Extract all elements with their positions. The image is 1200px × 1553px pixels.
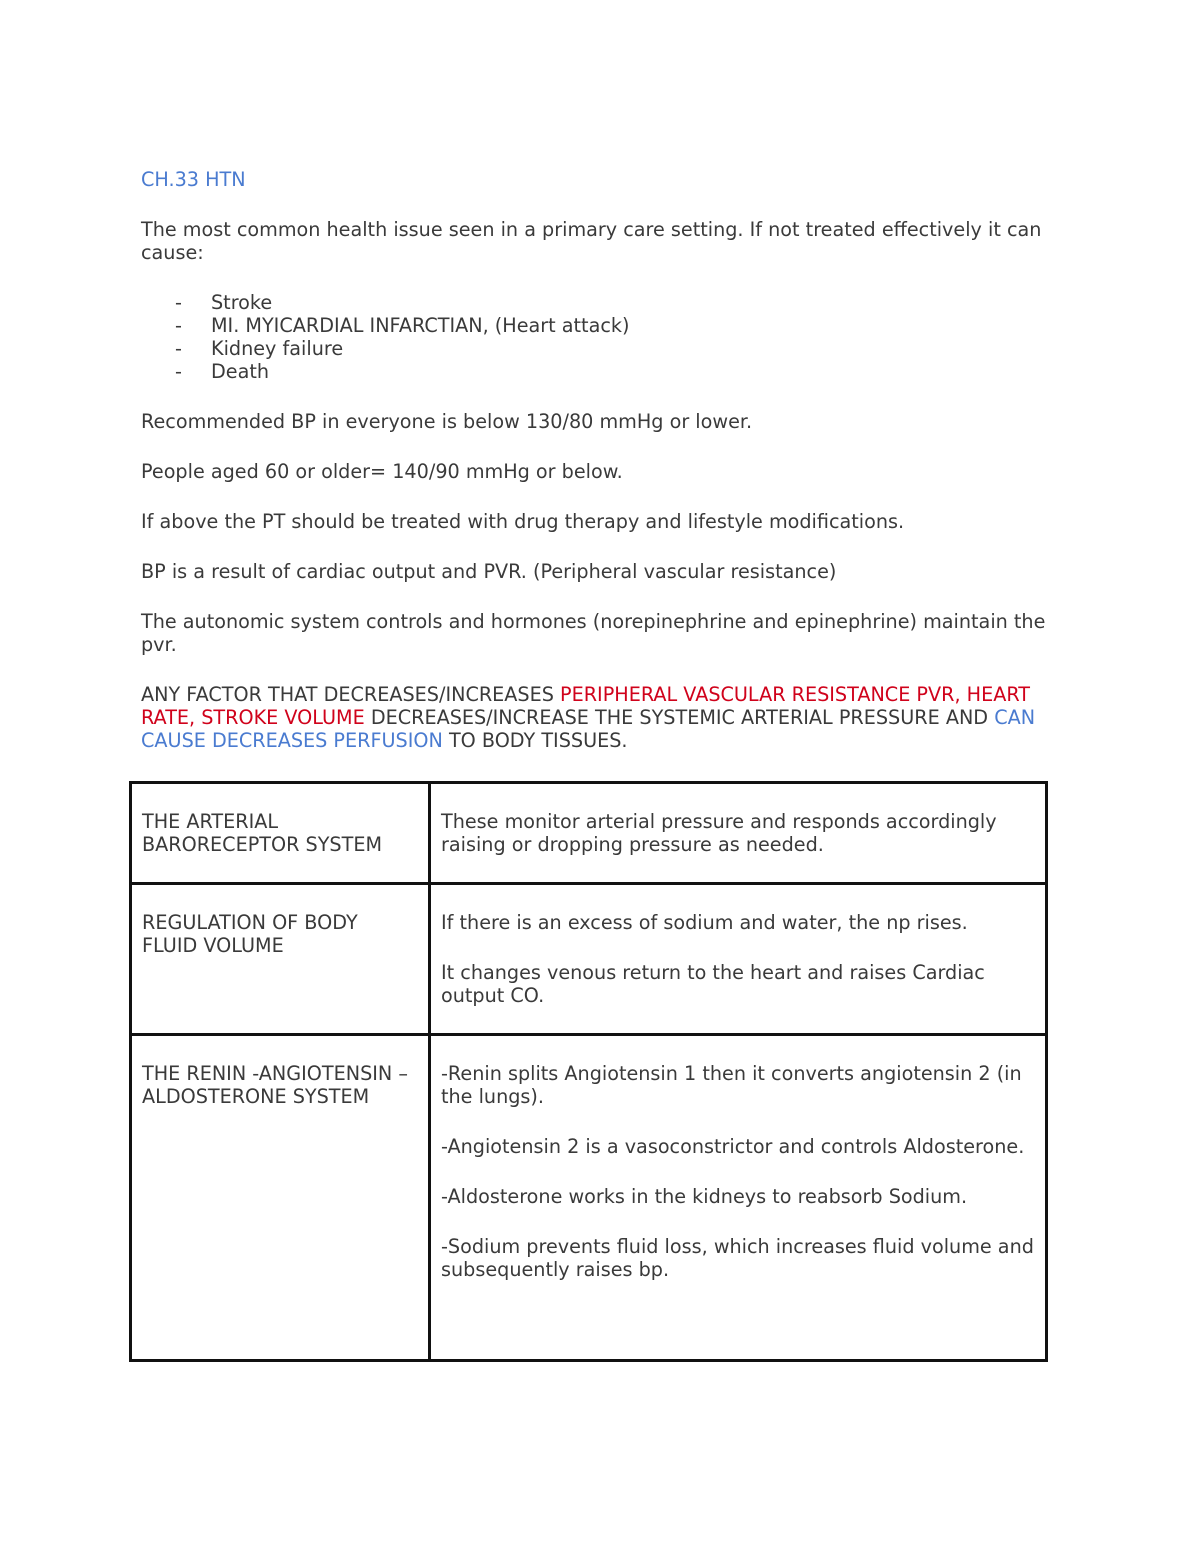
list-item	[141, 314, 1061, 337]
bp-result-paragraph: BP is a result of cardiac output and PVR. (Peripheral vascular resistance)	[141, 560, 837, 583]
detail-text: -Sodium prevents fluid loss, which increases fluid volume and subsequently raises bp.	[441, 1235, 1034, 1281]
factor-text: DECREASES/INCREASE THE SYSTEMIC ARTERIAL PRESSURE AND	[364, 706, 995, 729]
detail-text: -Angiotensin 2 is a vasoconstrictor and controls Aldosterone.	[441, 1135, 1025, 1158]
system-details-cell	[430, 1035, 1047, 1361]
system-name-cell	[131, 1035, 430, 1361]
recommended-bp-paragraph: Recommended BP in everyone is below 130/80 mmHg or lower.	[141, 410, 753, 433]
detail-text: -Aldosterone works in the kidneys to reabsorb Sodium.	[441, 1185, 968, 1208]
system-name: THE ARTERIAL BARORECEPTOR SYSTEM	[142, 810, 383, 856]
intro-paragraph: The most common health issue seen in a primary care setting. If not treated effectively it can cause:	[141, 218, 1042, 264]
document-body	[141, 168, 1061, 752]
list-bullet: -	[175, 291, 182, 314]
system-details-cell	[430, 884, 1047, 1035]
autonomic-paragraph: The autonomic system controls and hormones (norepinephrine and epinephrine) maintain the pvr.	[141, 610, 1046, 656]
list-item-text: Death	[211, 360, 270, 383]
system-name-cell	[131, 783, 430, 884]
list-item-text: MI. MYICARDIAL INFARCTIAN, (Heart attack)	[211, 314, 630, 337]
list-bullet: -	[175, 360, 182, 383]
list-item	[141, 337, 1061, 360]
chapter-heading: CH.33 HTN	[141, 168, 246, 191]
detail-text: These monitor arterial pressure and responds accordingly raising or dropping pressure as needed.	[441, 810, 997, 856]
causes-list	[141, 291, 1061, 383]
detail-text: -Renin splits Angiotensin 1 then it converts angiotensin 2 (in the lungs).	[441, 1062, 1022, 1108]
system-details-cell	[430, 783, 1047, 884]
factor-text: TO BODY TISSUES.	[442, 729, 628, 752]
factor-paragraph	[141, 683, 1061, 752]
table-row	[131, 1035, 1047, 1361]
system-name: REGULATION OF BODY FLUID VOLUME	[142, 911, 358, 957]
list-item	[141, 291, 1061, 314]
factor-blue-text: CAN CAUSE DECREASES PERFUSION	[141, 706, 1036, 752]
list-bullet: -	[175, 337, 182, 360]
detail-text: It changes venous return to the heart and raises Cardiac output CO.	[441, 961, 985, 1007]
system-name: THE RENIN -ANGIOTENSIN – ALDOSTERONE SYSTEM	[142, 1062, 408, 1108]
table-row	[131, 884, 1047, 1035]
list-item-text: Kidney failure	[211, 337, 344, 360]
list-bullet: -	[175, 314, 182, 337]
factor-red-text: PERIPHERAL VASCULAR RESISTANCE PVR, HEART RATE, STROKE VOLUME	[141, 683, 1030, 729]
system-name-cell	[131, 884, 430, 1035]
treatment-paragraph: If above the PT should be treated with drug therapy and lifestyle modifications.	[141, 510, 905, 533]
list-item	[141, 360, 1061, 383]
table-row	[131, 783, 1047, 884]
aged-bp-paragraph: People aged 60 or older= 140/90 mmHg or below.	[141, 460, 623, 483]
factor-text: ANY FACTOR THAT DECREASES/INCREASES	[141, 683, 561, 706]
regulation-systems-table	[129, 781, 1048, 1362]
detail-text: If there is an excess of sodium and water, the np rises.	[441, 911, 968, 934]
list-item-text: Stroke	[211, 291, 273, 314]
